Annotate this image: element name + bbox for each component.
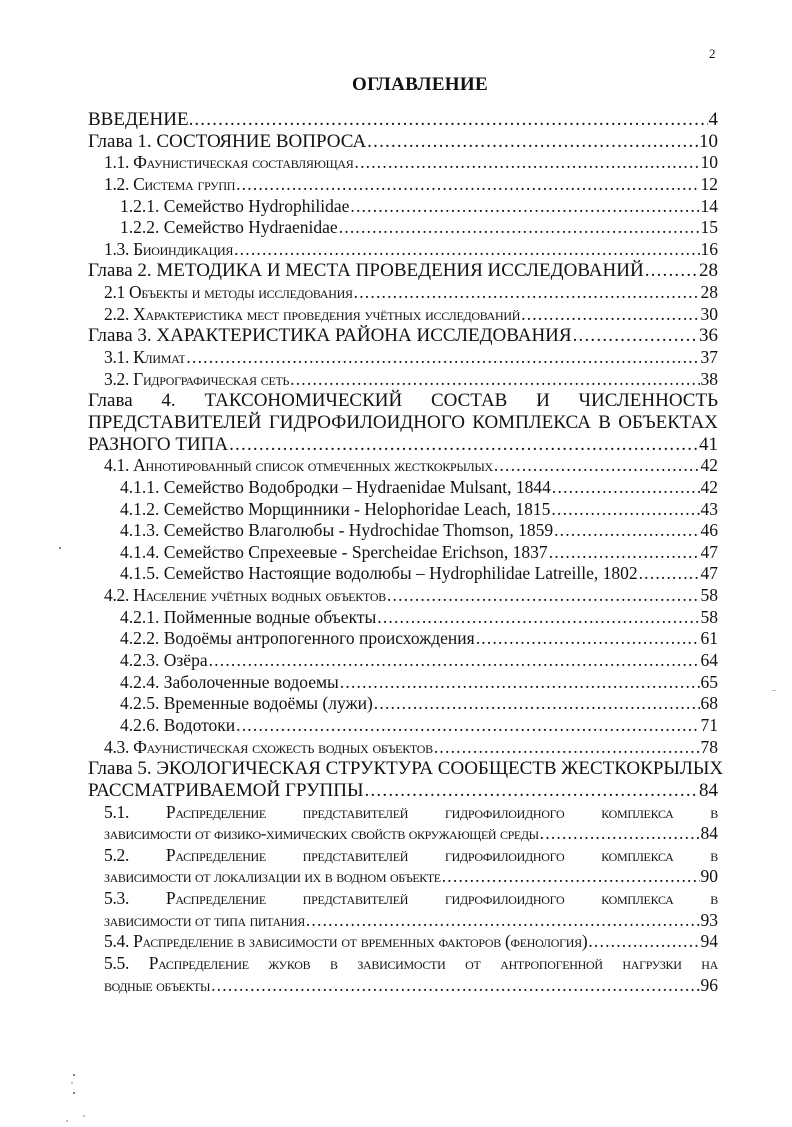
toc-entry-label: 4.1.5. Семейство Настоящие водолюбы – Hydrophilidae Latreille, 1802	[120, 563, 638, 584]
toc-entry-label: 1.2.2. Семейство Hydraenidae	[120, 217, 338, 238]
toc-entry-1-3[interactable]	[88, 239, 718, 261]
toc-entry-label-line-1: 5.5. Распределение жуков в зависимости от антропогенной нагрузки на	[104, 952, 718, 973]
dot-leader	[442, 866, 700, 888]
toc-entry-4-2-6[interactable]	[88, 715, 718, 737]
toc-entry-page: 61	[700, 628, 718, 649]
toc-entry-4-1[interactable]	[88, 455, 718, 477]
scan-speck	[66, 1120, 68, 1122]
toc-entry-introduction[interactable]	[88, 109, 718, 131]
toc-entry-2-1[interactable]	[88, 282, 718, 304]
toc-entry-label-line-1: 5.3. Распределение представителей гидрофилоидного комплекса в	[104, 888, 718, 909]
toc-entry-page: 28	[699, 260, 718, 282]
toc-entry-label-line-2: зависимости от типа питания	[104, 910, 305, 930]
dot-leader	[229, 434, 698, 456]
toc-entry-label: 5.4. Распределение в зависимости от временных факторов (фенология)	[104, 931, 588, 952]
toc-entry-label: 1.2. Система групп	[104, 173, 236, 194]
toc-entry-label: 4.1.4. Семейство Спрехеевые - Spercheidae Erichson, 1837	[120, 541, 548, 562]
dot-leader	[387, 585, 700, 607]
toc-entry-page: 46	[700, 520, 718, 541]
toc-entry-page: 37	[700, 347, 718, 368]
toc-entry-5-4[interactable]	[88, 931, 718, 953]
toc-entry-page: 65	[700, 671, 718, 692]
toc-entry-5-5[interactable]	[88, 953, 718, 996]
scan-speck	[772, 690, 776, 691]
toc-entry-label: 4.2.5. Временные водоёмы (лужи)	[120, 693, 373, 714]
dot-leader	[290, 369, 699, 391]
toc-entry-page: 84	[700, 823, 718, 844]
toc-entry-page: 42	[700, 455, 718, 476]
toc-entry-label: 4.3. Фаунистическая схожесть водных объектов	[104, 736, 433, 757]
toc-entry-page: 78	[700, 736, 718, 757]
dot-leader	[354, 282, 700, 304]
toc-entry-5-1[interactable]	[88, 802, 718, 845]
toc-entry-label-line-1: 5.1. Распределение представителей гидрофилоидного комплекса в	[104, 801, 718, 822]
toc-entry-2-2[interactable]	[88, 304, 718, 326]
toc-entry-page: 43	[700, 498, 718, 519]
toc-entry-label: 1.2.1. Семейство Hydrophilidae	[120, 195, 350, 216]
dot-leader	[540, 823, 700, 845]
dot-leader	[367, 131, 698, 153]
toc-entry-page: 64	[700, 650, 718, 671]
dot-leader	[551, 499, 699, 521]
dot-leader	[588, 931, 699, 953]
toc-entry-page: 94	[700, 931, 718, 952]
toc-entry-page: 96	[700, 974, 718, 995]
toc-entry-4-1-1[interactable]	[88, 477, 718, 499]
dot-leader	[377, 607, 699, 629]
toc-entry-page: 30	[700, 303, 718, 324]
toc-entry-label: 3.2. Гидрографическая сеть	[104, 368, 290, 389]
toc-entry-label: Глава 3. ХАРАКТЕРИСТИКА РАЙОНА ИССЛЕДОВАНИЯ	[88, 325, 572, 347]
dot-leader	[494, 455, 700, 477]
toc-entry-label: 4.2. Население учётных водных объектов	[104, 585, 386, 606]
toc-entry-4-2-4[interactable]	[88, 672, 718, 694]
toc-entry-page: 47	[700, 541, 718, 562]
toc-entry-label: 4.1.1. Семейство Водобродки – Hydraenidae Mulsant, 1844	[120, 476, 551, 497]
toc-entry-4-2-2[interactable]	[88, 628, 718, 650]
toc-entry-4-1-5[interactable]	[88, 563, 718, 585]
dot-leader	[552, 477, 700, 499]
toc-entry-page: 36	[699, 325, 718, 347]
page-title: ОГЛАВЛЕНИЕ	[352, 74, 488, 95]
toc-entry-page: 16	[700, 238, 718, 259]
toc-entry-page: 42	[700, 476, 718, 497]
toc-entry-1-2-2[interactable]	[88, 217, 718, 239]
toc-entry-4-3[interactable]	[88, 737, 718, 759]
toc-entry-label-line-1: Глава 5. ЭКОЛОГИЧЕСКАЯ СТРУКТУРА СООБЩЕСТВ ЖЕСТКОКРЫЛЫХ	[88, 758, 724, 780]
dot-leader	[521, 304, 699, 326]
toc-entry-label: ВВЕДЕНИЕ.	[88, 109, 194, 130]
toc-entry-chapter-1[interactable]	[88, 131, 718, 153]
toc-entry-label-line-1: Глава 4. ТАКСОНОМИЧЕСКИЙ СОСТАВ И ЧИСЛЕННОСТЬ	[88, 390, 718, 412]
dot-leader	[186, 347, 699, 369]
toc-entry-label: 4.2.1. Пойменные водные объекты	[120, 606, 377, 627]
toc-entry-4-2-3[interactable]	[88, 650, 718, 672]
toc-entry-3-2[interactable]	[88, 369, 718, 391]
toc-entry-label: 4.2.6. Водотоки	[120, 714, 236, 735]
dot-leader	[194, 109, 707, 131]
toc-entry-1-1[interactable]	[88, 152, 718, 174]
toc-entry-4-2-1[interactable]	[88, 607, 718, 629]
toc-entry-4-1-2[interactable]	[88, 499, 718, 521]
toc-entry-4-2[interactable]	[88, 585, 718, 607]
toc-entry-page: 93	[700, 909, 718, 930]
toc-entry-label: 1.1. Фаунистическая составляющая	[104, 152, 354, 173]
toc-entry-page: 90	[700, 866, 718, 887]
toc-entry-1-2[interactable]	[88, 174, 718, 196]
dot-leader	[645, 260, 698, 282]
dot-leader	[211, 975, 699, 997]
toc-entry-label: 2.2. Характеристика мест проведения учётных исследований	[104, 303, 521, 324]
dot-leader	[639, 563, 700, 585]
dot-leader	[549, 542, 700, 564]
dot-leader	[350, 196, 699, 218]
toc-entry-label: 2.1 Объекты и методы исследования	[104, 282, 353, 303]
toc-entry-label: Глава 2. МЕТОДИКА И МЕСТА ПРОВЕДЕНИЯ ИССЛЕДОВАНИЙ	[88, 260, 644, 282]
toc-entry-4-2-5[interactable]	[88, 693, 718, 715]
toc-entry-page: 47	[700, 563, 718, 584]
dot-leader	[306, 910, 700, 932]
toc-entry-label: 1.3. Биоиндикация	[104, 238, 234, 259]
toc-entry-5-3[interactable]	[88, 888, 718, 931]
toc-entry-chapter-4[interactable]	[88, 390, 718, 455]
toc-entry-page: 4	[708, 109, 718, 130]
toc-entry-4-1-3[interactable]	[88, 520, 718, 542]
toc-entry-page: 10	[700, 152, 718, 173]
toc-entry-1-2-1[interactable]	[88, 196, 718, 218]
dot-leader	[234, 239, 699, 261]
toc-entry-page: 41	[699, 433, 718, 455]
dot-leader	[236, 715, 699, 737]
toc-entry-label-line-2: зависимости от локализации их в водном объекте	[104, 867, 441, 887]
toc-entry-page: 58	[700, 606, 718, 627]
dot-leader	[374, 693, 700, 715]
toc-entry-label-line-2: зависимости от физико-химических свойств окружающей среды	[104, 824, 539, 844]
dot-leader	[340, 672, 700, 694]
toc-entry-page: 84	[699, 779, 718, 801]
toc-entry-page: 68	[700, 693, 718, 714]
toc-entry-label: 3.1. Климат	[104, 347, 186, 368]
toc-entry-page: 28	[700, 282, 718, 303]
toc-entry-page: 14	[700, 195, 718, 216]
scan-speck	[73, 1092, 75, 1094]
scan-speck	[83, 1115, 85, 1117]
toc-entry-label: 4.1. Аннотированный список отмеченных жесткокрылых	[104, 455, 493, 476]
toc-entry-page: 15	[700, 217, 718, 238]
toc-entry-4-1-4[interactable]	[88, 542, 718, 564]
toc-entry-label: 4.2.4. Заболоченные водоемы	[120, 671, 339, 692]
toc-entry-label: 4.2.3. Озёра	[120, 650, 208, 671]
scan-speck	[59, 547, 61, 549]
table-of-contents	[88, 109, 724, 996]
toc-entry-page: 10	[699, 130, 718, 152]
toc-entry-page: 12	[700, 173, 718, 194]
page-number: 2	[709, 46, 716, 61]
dot-leader	[476, 628, 700, 650]
toc-entry-label-line-2: ПРЕДСТАВИТЕЛЕЙ ГИДРОФИЛОИДНОГО КОМПЛЕКСА В ОБЪЕКТАХ	[88, 411, 718, 433]
toc-entry-3-1[interactable]	[88, 347, 718, 369]
dot-leader	[209, 650, 700, 672]
scan-speck	[73, 1074, 75, 1076]
dot-leader	[554, 520, 699, 542]
toc-entry-label: Глава 1. СОСТОЯНИЕ ВОПРОСА	[88, 130, 367, 152]
toc-entry-chapter-5[interactable]	[88, 758, 724, 801]
toc-entry-label-line-3: РАЗНОГО ТИПА	[88, 433, 229, 455]
dot-leader	[434, 737, 700, 759]
scan-speck	[71, 1082, 73, 1084]
toc-entry-page: 58	[700, 585, 718, 606]
dot-leader	[355, 152, 700, 174]
toc-entry-chapter-2[interactable]	[88, 260, 718, 282]
dot-leader	[365, 780, 698, 802]
dot-leader	[236, 174, 699, 196]
dot-leader	[573, 325, 698, 347]
toc-entry-label: 4.1.2. Семейство Морщинники - Helophoridae Leach, 1815	[120, 498, 551, 519]
toc-entry-label-line-2: РАССМАТРИВАЕМОЙ ГРУППЫ	[88, 779, 364, 801]
toc-entry-page: 38	[700, 368, 718, 389]
dot-leader	[339, 217, 700, 239]
toc-entry-page: 71	[700, 714, 718, 735]
toc-entry-label: 4.2.2. Водоёмы антропогенного происхождения	[120, 628, 475, 649]
toc-entry-chapter-3[interactable]	[88, 325, 718, 347]
toc-entry-5-2[interactable]	[88, 845, 718, 888]
toc-entry-label-line-1: 5.2. Распределение представителей гидрофилоидного комплекса в	[104, 844, 718, 865]
toc-entry-label: 4.1.3. Семейство Влаголюбы - Hydrochidae Thomson, 1859	[120, 520, 554, 541]
toc-entry-label-line-2: водные объекты	[104, 975, 211, 995]
